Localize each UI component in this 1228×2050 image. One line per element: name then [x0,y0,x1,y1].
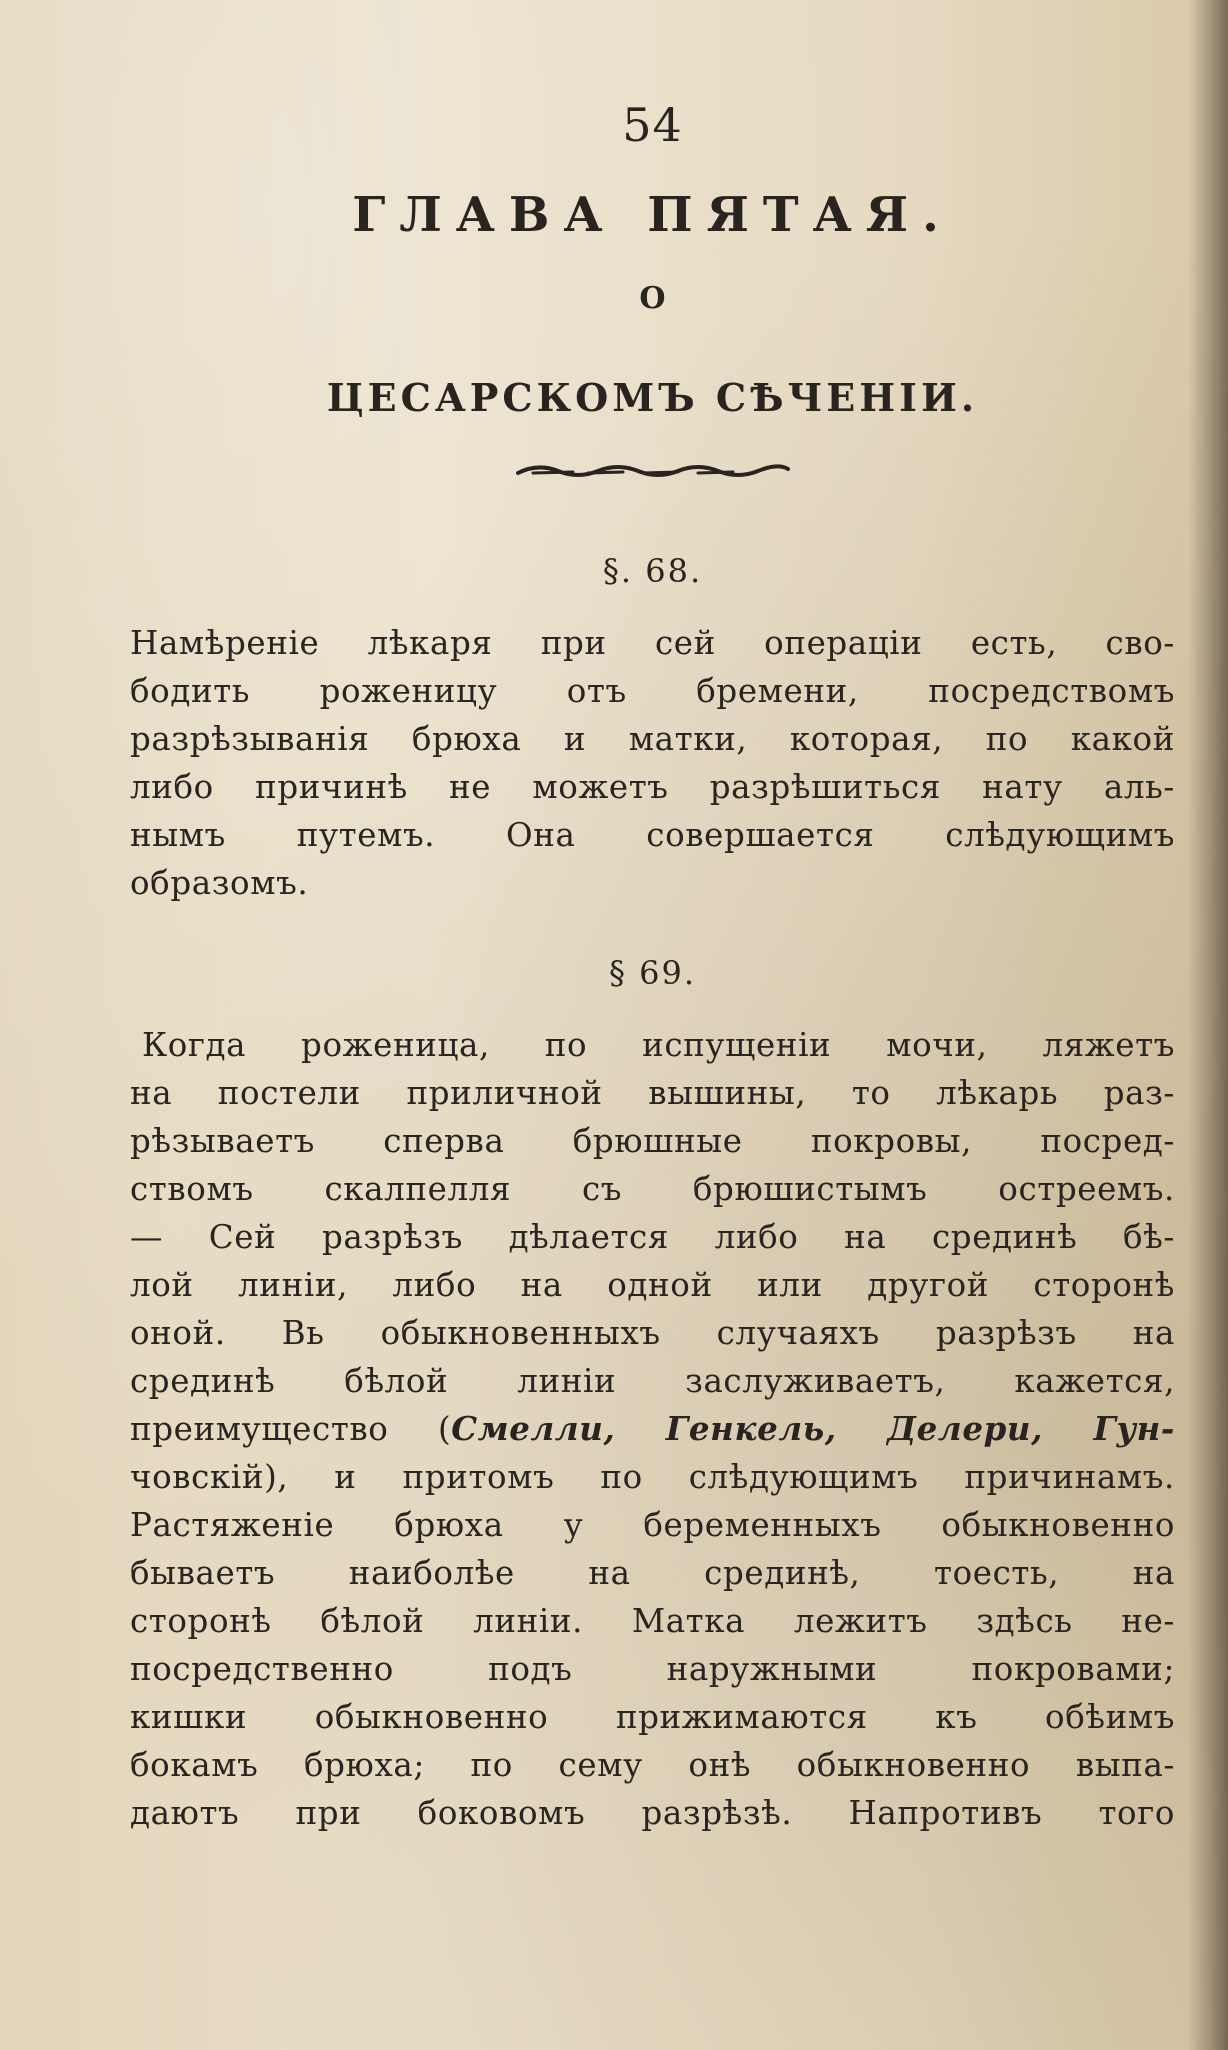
chapter-subtitle: ЦЕСАРСКОМЪ СѢЧЕНІИ. [326,375,979,420]
author-names: Смелли, Генкель, Делери, Гун- [451,1409,1175,1448]
text-line: ствомъ скалпелля съ брюшистымъ остреемъ. [130,1170,1175,1208]
text-line: Когда роженица, по испущеніи мочи, ляжетъ [142,1026,1175,1064]
text-line-with-authors [130,1405,1175,1453]
text-line: Намѣреніе лѣкаря при сей операціи есть, сво- [130,624,1175,662]
text-line: посредственно подъ наружными покровами; [130,1650,1175,1688]
text-line: човскій), и притомъ по слѣдующимъ причинамъ. [130,1458,1175,1496]
text-line: бываетъ наиболѣе на срединѣ, тоесть, на [130,1554,1175,1592]
section-69-paragraph [130,1021,1175,1837]
text-fragment: преимущество ( [130,1410,452,1448]
text-line: образомъ. [130,864,309,902]
text-line: оной. Вь обыкновенныхъ случаяхъ разрѣзъ на [130,1314,1175,1352]
text-line: кишки обыкновенно прижимаются къ обѣимъ [130,1698,1175,1736]
wave-ornament-icon [513,459,793,483]
text-line: сторонѣ бѣлой линіи. Матка лежитъ здѣсь не- [130,1602,1175,1640]
page-edge-shadow [1188,0,1228,2050]
section-68-heading: §. 68. [602,552,703,590]
text-line: лой линіи, либо на одной или другой сторонѣ [130,1266,1175,1304]
text-line: нымъ путемъ. Она совершается слѣдующимъ [130,816,1175,854]
text-line: бокамъ брюха; по сему онѣ обыкновенно выпа- [130,1746,1175,1784]
text-line: рѣзываетъ сперва брюшные покровы, посред- [130,1122,1175,1160]
page-number: 54 [622,98,683,152]
text-line: — Сей разрѣзъ дѣлается либо на срединѣ бѣ- [130,1218,1175,1256]
section-69-heading: § 69. [608,954,697,992]
text-line: разрѣзыванія брюха и матки, которая, по какой [130,720,1175,758]
section-68-paragraph [130,619,1175,907]
ornament-divider [130,459,1175,489]
text-line: Растяженіе брюха у беременныхъ обыкновенно [130,1506,1175,1544]
text-line: на постели приличной вышины, то лѣкарь раз- [130,1074,1175,1112]
text-line: срединѣ бѣлой линіи заслуживаетъ, кажется, [130,1362,1175,1400]
text-line: либо причинѣ не можетъ разрѣшиться нату аль- [130,768,1175,806]
text-line: даютъ при боковомъ разрѣзѣ. Напротивъ того [130,1794,1175,1832]
page-content [130,95,1175,1881]
chapter-subtitle-preposition: О [639,281,666,316]
text-line: бодить роженицу отъ бремени, посредствомъ [130,672,1175,710]
chapter-title: ГЛАВА ПЯТАЯ. [352,187,953,243]
